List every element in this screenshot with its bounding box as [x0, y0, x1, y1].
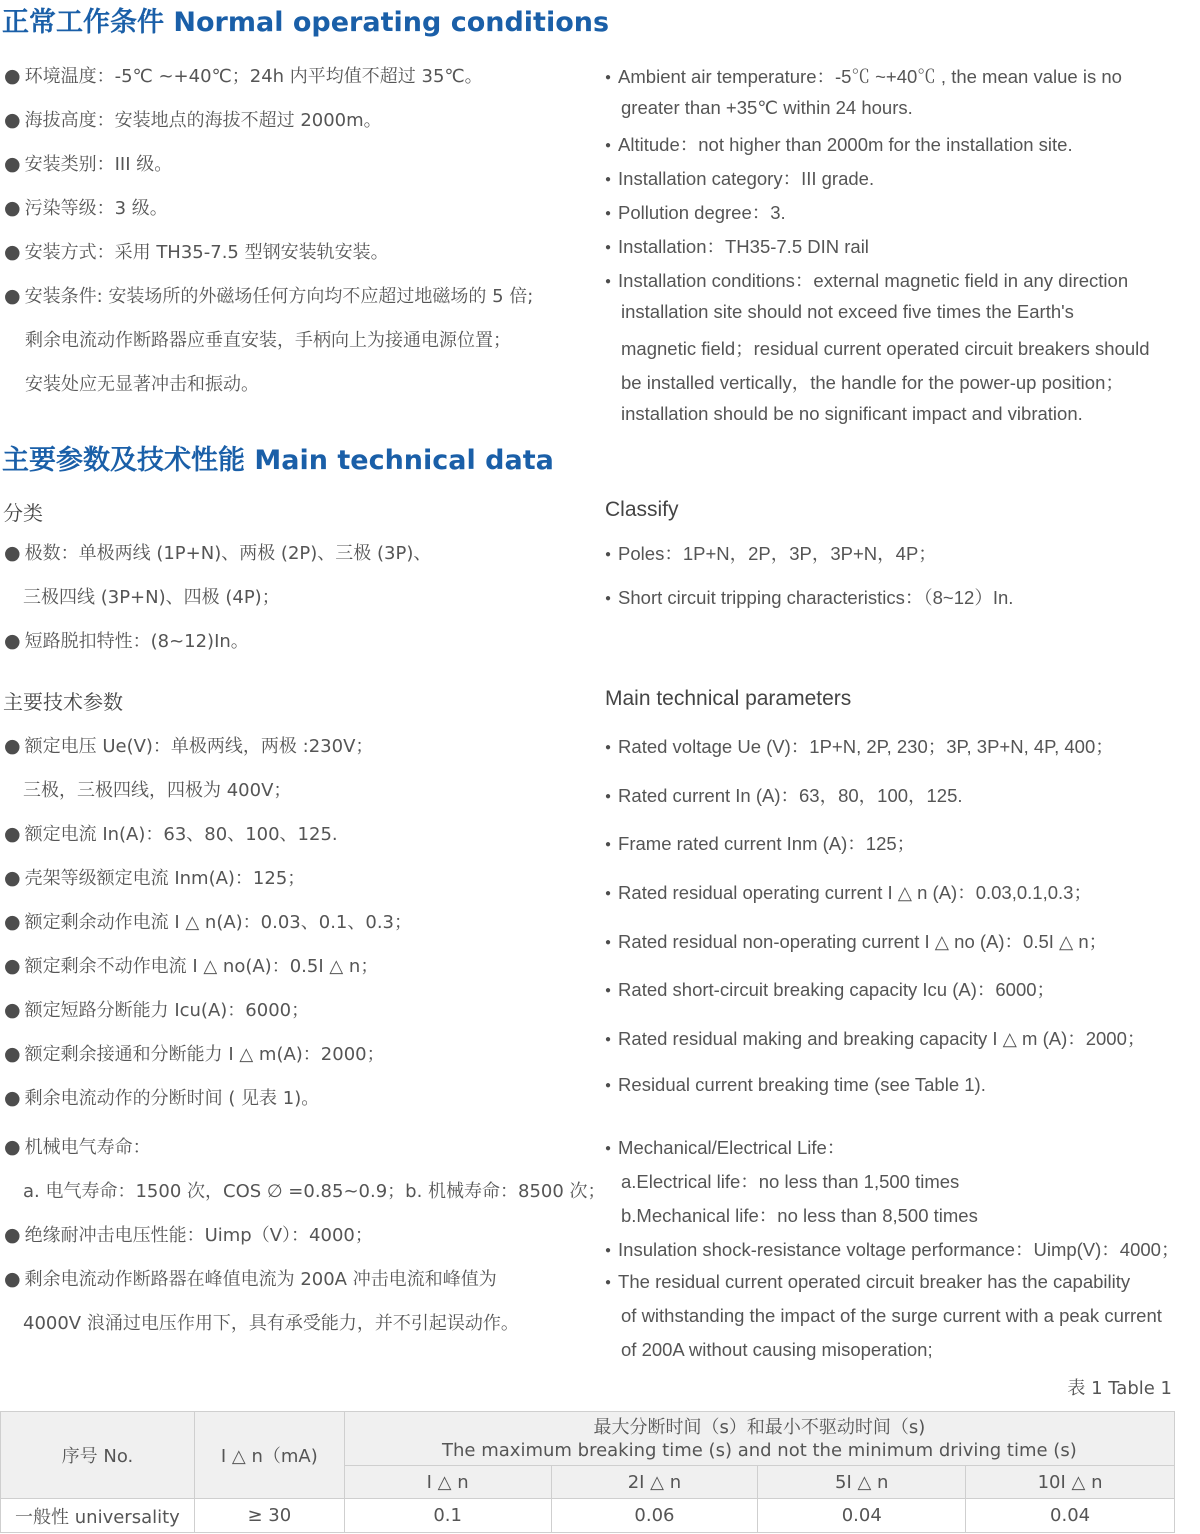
- cn-line-rated-current: ● 额定电流 In(A)：63、80、100、125.: [4, 820, 338, 846]
- en-line-surge-cont-2: of 200A without causing misoperation;: [621, 1339, 933, 1360]
- row-value-2x: 0.06: [551, 1499, 758, 1533]
- header-no: 序号 No.: [1, 1412, 195, 1499]
- en-line-installation-conditions-cont-4: installation should be no significant impact and vibration.: [621, 403, 1083, 424]
- breaking-time-table: [0, 1411, 1175, 1533]
- cn-line-rated-voltage-cont: 三极，三极四线，四极为 400V；: [23, 780, 292, 801]
- section-title-main-technical-data: 主要参数及技术性能 Main technical data: [2, 445, 554, 476]
- cn-line-making-breaking-capacity: ● 额定剩余接通和分断能力 I △ m(A)：2000；: [4, 1040, 385, 1066]
- cn-line-poles: ● 极数：单极两线 (1P+N)、两极 (2P)、三极 (3P)、: [4, 539, 431, 565]
- row-value-1x: 0.1: [344, 1499, 551, 1533]
- cn-line-residual-operating-current: ● 额定剩余动作电流 I △ n(A)：0.03、0.1、0.3；: [4, 908, 412, 934]
- en-line-installation-conditions-cont-3: be installed vertically，the handle for the power-up position；: [621, 372, 1124, 393]
- header-group: [344, 1412, 1174, 1466]
- en-line-poles: ● Poles：1P+N，2P，3P，3P+N，4P；: [605, 540, 937, 566]
- row-value-10x: 0.04: [966, 1499, 1175, 1533]
- en-line-rated-current: ● Rated current In (A)：63，80，100，125.: [605, 782, 963, 808]
- cn-line-altitude: ● 海拔高度：安装地点的海拔不超过 2000m。: [4, 106, 382, 132]
- cn-line-installation-conditions: ● 安装条件: 安装场所的外磁场任何方向均不应超过地磁场的 5 倍;: [4, 282, 533, 308]
- subheader-2x: 2I △ n: [551, 1466, 758, 1499]
- table-header-row: [1, 1412, 1175, 1466]
- cn-line-life-detail: a. 电气寿命：1500 次，COS ∅ =0.85~0.9；b. 机械寿命：8500 次；: [23, 1181, 606, 1202]
- en-line-residual-non-operating-current: ● Rated residual non-operating current I △ no (A)：0.5I △ n；: [605, 928, 1107, 954]
- en-line-impulse-voltage: ● Insulation shock-resistance voltage performance：Uimp(V)：4000；: [605, 1236, 1179, 1262]
- en-line-rated-voltage: ● Rated voltage Ue (V)：1P+N, 2P, 230；3P, 3P+N, 4P, 400；: [605, 733, 1114, 759]
- en-line-breaking-capacity: ● Rated short-circuit breaking capacity Icu (A)：6000；: [605, 976, 1055, 1002]
- en-line-residual-operating-current: ● Rated residual operating current I △ n (A)：0.03,0.1,0.3；: [605, 879, 1092, 905]
- en-line-installation: ● Installation：TH35-7.5 DIN rail: [605, 233, 869, 259]
- en-line-installation-conditions: ● Installation conditions：external magnetic field in any direction: [605, 267, 1128, 293]
- subheader-5x: 5I △ n: [758, 1466, 966, 1499]
- cn-line-surge: ● 剩余电流动作断路器在峰值电流为 200A 冲击电流和峰值为: [4, 1265, 497, 1291]
- row-idn: ≥ 30: [194, 1499, 344, 1533]
- cn-line-poles-cont: 三极四线 (3P+N)、四极 (4P)；: [23, 587, 280, 608]
- en-line-breaking-time: ● Residual current breaking time (see Table 1).: [605, 1074, 986, 1096]
- table-row: [1, 1499, 1175, 1533]
- cn-line-pollution-degree: ● 污染等级：3 级。: [4, 194, 168, 220]
- header-group-cn: 最大分断时间（s）和最小不驱动时间（s): [593, 1416, 926, 1438]
- en-line-surge-cont-1: of withstanding the impact of the surge current with a peak current: [621, 1305, 1162, 1326]
- row-value-5x: 0.04: [758, 1499, 966, 1533]
- cn-line-impulse-voltage: ● 绝缘耐冲击电压性能：Uimp（V）：4000；: [4, 1221, 373, 1247]
- en-line-surge: ● The residual current operated circuit breaker has the capability: [605, 1271, 1130, 1293]
- en-line-altitude: ● Altitude：not higher than 2000m for the installation site.: [605, 131, 1073, 157]
- en-line-installation-conditions-cont-1: installation site should not exceed five times the Earth's: [621, 301, 1074, 322]
- cn-line-surge-cont: 4000V 浪涌过电压作用下，具有承受能力，并不引起误动作。: [23, 1313, 519, 1334]
- en-line-ambient-temperature-cont: greater than +35℃ within 24 hours.: [621, 97, 913, 118]
- cn-subtitle-classify: 分类: [3, 501, 43, 525]
- en-line-making-breaking-capacity: ● Rated residual making and breaking capacity I △ m (A)：2000；: [605, 1025, 1145, 1051]
- cn-line-life: ● 机械电气寿命：: [4, 1133, 151, 1159]
- en-subtitle-classify: Classify: [605, 498, 679, 521]
- en-line-installation-conditions-cont-2: magnetic field；residual current operated circuit breakers should: [621, 338, 1150, 359]
- subheader-10x: 10I △ n: [966, 1466, 1175, 1499]
- en-line-mechanical-life: b.Mechanical life：no less than 8,500 times: [621, 1205, 978, 1226]
- cn-line-ambient-temperature: ● 环境温度：-5℃ ~+40℃；24h 内平均值不超过 35℃。: [4, 62, 483, 88]
- cn-line-breaking-time: ● 剩余电流动作的分断时间 ( 见表 1)。: [4, 1084, 319, 1110]
- en-line-ambient-temperature: ● Ambient air temperature：-5℃ ~+40℃ , the mean value is no: [605, 63, 1122, 89]
- cn-line-residual-non-operating-current: ● 额定剩余不动作电流 I △ no(A)：0.5I △ n；: [4, 952, 378, 978]
- en-subtitle-technical-parameters: Main technical parameters: [605, 687, 852, 710]
- row-name: 一般性 universality: [1, 1499, 195, 1533]
- cn-line-installation-method: ● 安装方式：采用 TH35-7.5 型钢安装轨安装。: [4, 238, 389, 264]
- en-line-tripping: ● Short circuit tripping characteristics：（8~12）In.: [605, 584, 1013, 610]
- cn-line-installation-conditions-cont-1: 剩余电流动作断路器应垂直安装，手柄向上为接通电源位置；: [25, 330, 511, 351]
- cn-line-frame-current: ● 壳架等级额定电流 Inm(A)：125；: [4, 864, 305, 890]
- cn-line-installation-conditions-cont-2: 安装处应无显著冲击和振动。: [25, 374, 259, 395]
- en-line-pollution-degree: ● Pollution degree：3.: [605, 199, 786, 225]
- subheader-1x: I △ n: [344, 1466, 551, 1499]
- header-idn: I △ n（mA): [194, 1412, 344, 1499]
- cn-subtitle-technical-parameters: 主要技术参数: [3, 690, 123, 714]
- en-line-electrical-life: a.Electrical life：no less than 1,500 times: [621, 1171, 960, 1192]
- en-line-frame-current: ● Frame rated current Inm (A)：125；: [605, 830, 915, 856]
- en-line-installation-category: ● Installation category：III grade.: [605, 165, 874, 191]
- cn-line-breaking-capacity: ● 额定短路分断能力 Icu(A)：6000；: [4, 996, 309, 1022]
- header-group-en: The maximum breaking time (s) and not the minimum driving time (s): [442, 1439, 1077, 1461]
- cn-line-rated-voltage: ● 额定电压 Ue(V)：单极两线，两极 :230V；: [4, 732, 373, 758]
- cn-line-tripping: ● 短路脱扣特性：(8~12)In。: [4, 627, 249, 653]
- table-caption: 表 1 Table 1: [1067, 1378, 1172, 1399]
- cn-line-installation-category: ● 安装类别：III 级。: [4, 150, 172, 176]
- en-line-life: ● Mechanical/Electrical Life：: [605, 1134, 845, 1160]
- section-title-operating-conditions: 正常工作条件 Normal operating conditions: [2, 7, 610, 38]
